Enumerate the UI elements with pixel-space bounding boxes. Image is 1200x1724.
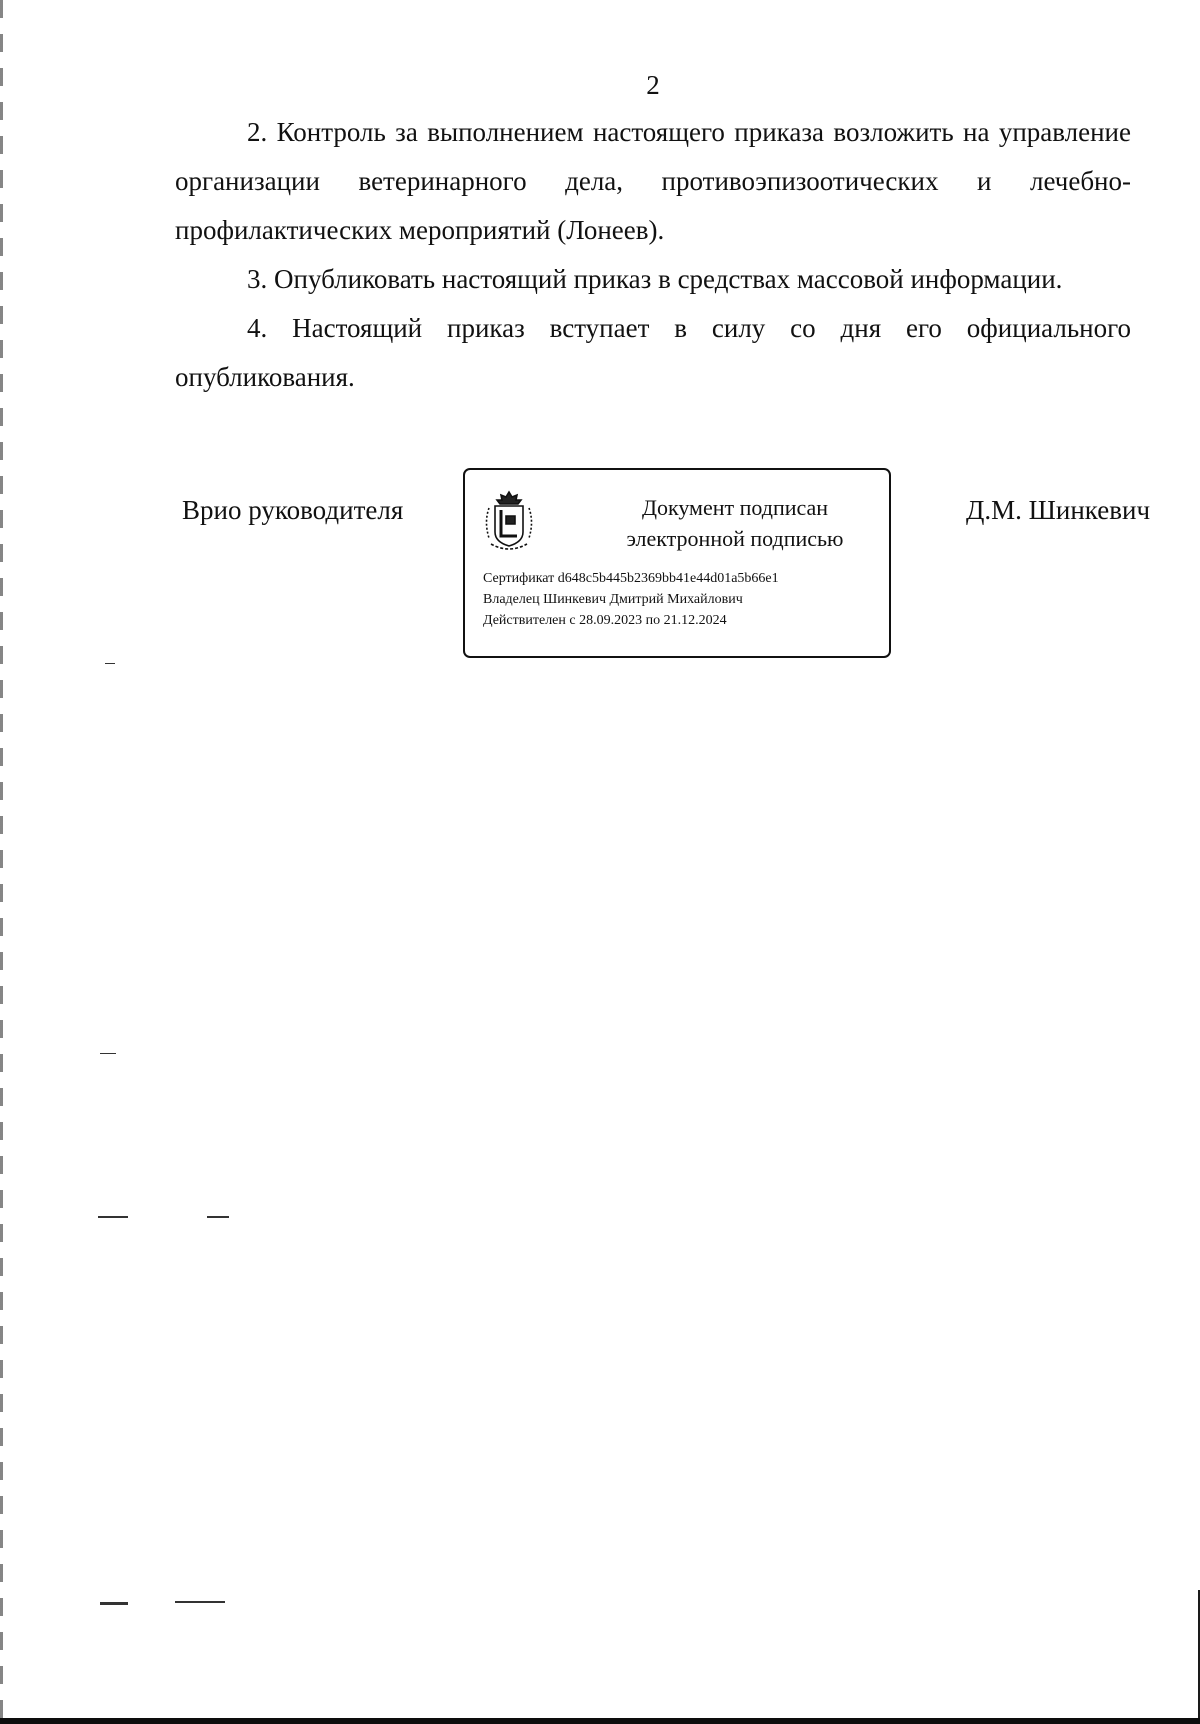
stamp-validity: Действителен с 28.09.2023 по 21.12.2024 <box>483 613 727 628</box>
scan-speck <box>207 1216 229 1218</box>
scan-speck <box>100 1602 128 1605</box>
coat-of-arms-icon <box>481 488 537 554</box>
paragraph-publish: 3. Опубликовать настоящий приказ в средствах массовой информации. <box>247 264 1063 294</box>
stamp-heading-line-1: Документ подписан <box>641 495 829 520</box>
signer-name: Д.М. Шинкевич <box>966 495 1151 525</box>
scan-edge-left <box>0 0 3 1724</box>
stamp-heading-line-2: электронной подписью <box>626 526 844 551</box>
stamp-details <box>483 568 779 631</box>
paragraph-control: 2. Контроль за выполнением настоящего приказа возложить на управление организации ветеринарного дела, противоэпизоотических и лечебно-профилактических мероприятий (Лонеев). <box>175 117 1131 245</box>
electronic-signature-stamp <box>463 468 891 658</box>
page-number: 2 <box>646 70 660 100</box>
scan-speck <box>100 1053 116 1054</box>
scan-speck <box>98 1216 128 1218</box>
stamp-owner: Владелец Шинкевич Дмитрий Михайлович <box>483 592 743 607</box>
paragraph-effective: 4. Настоящий приказ вступает в силу со дня его официального опубликования. <box>175 313 1131 392</box>
document-body <box>175 108 1131 402</box>
scan-speck <box>175 1601 225 1603</box>
scan-speck <box>105 663 115 664</box>
stamp-certificate: Сертификат d648c5b445b2369bb41e44d01a5b66e1 <box>483 571 779 586</box>
stamp-heading <box>585 492 885 554</box>
scan-edge-bottom <box>0 1718 1200 1724</box>
signer-title: Врио руководителя <box>182 495 404 525</box>
